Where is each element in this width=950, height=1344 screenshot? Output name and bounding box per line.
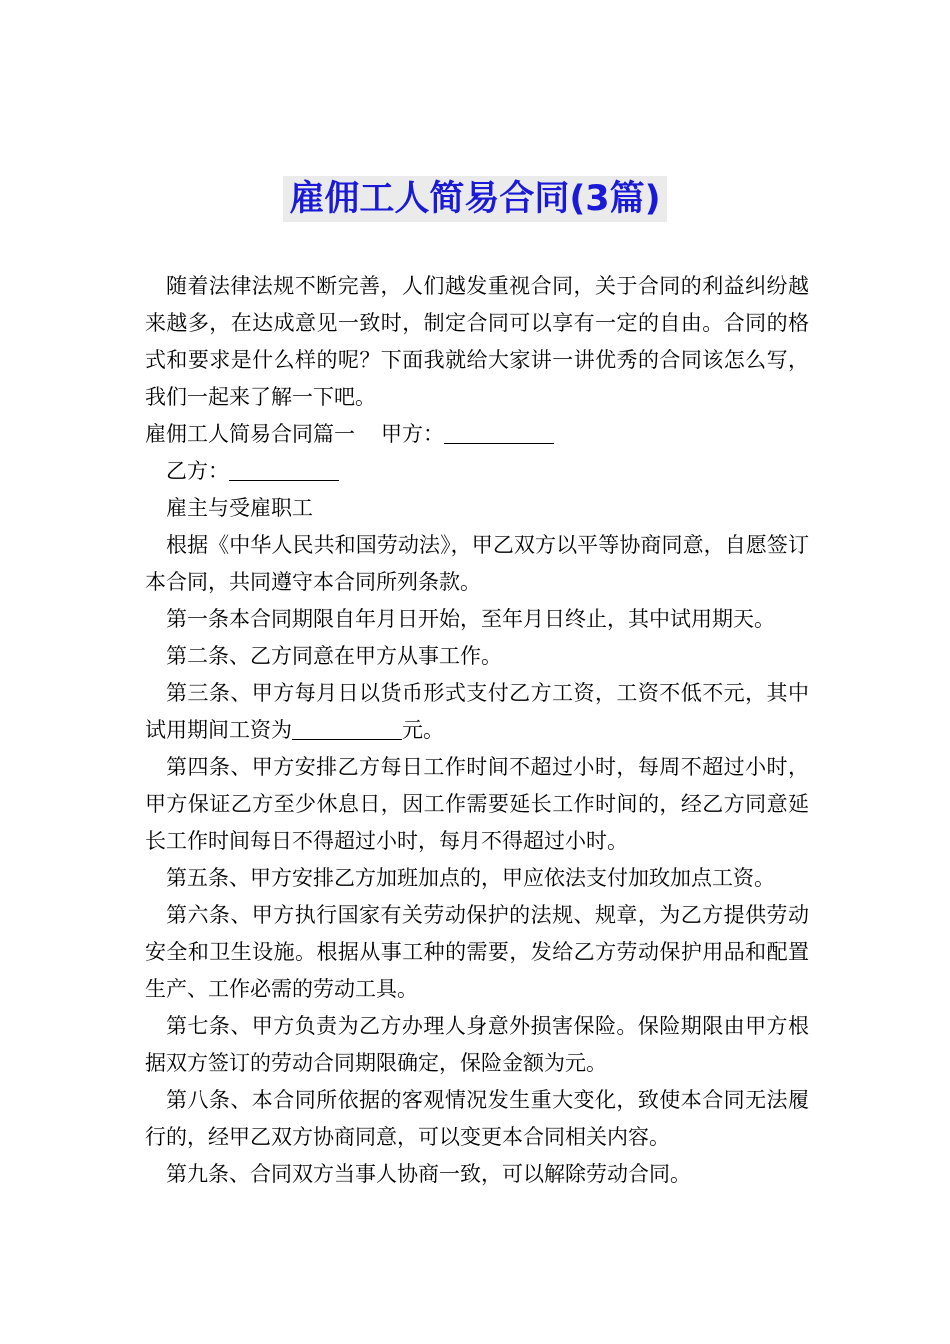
section-heading-line <box>145 416 809 453</box>
intro-paragraph: 随着法律法规不断完善，人们越发重视合同，关于合同的利益纠纷越来越多，在达成意见一致时，制定合同可以享有一定的自由。合同的格式和要求是什么样的呢？下面我就给大家讲一讲优秀的合同该怎么写，我们一起来了解一下吧。 <box>145 274 809 409</box>
article-9: 第九条、合同双方当事人协商一致，可以解除劳动合同。 <box>166 1162 691 1186</box>
party-b-blank <box>229 459 339 481</box>
article-6: 第六条、甲方执行国家有关劳动保护的法规、规章，为乙方提供劳动安全和卫生设施。根据从事工种的需要，发给乙方劳动保护用品和配置生产、工作必需的劳动工具。 <box>145 903 809 1001</box>
article-3 <box>145 675 809 749</box>
article-8: 第八条、本合同所依据的客观情况发生重大变化，致使本合同无法履行的，经甲乙双方协商同意，可以变更本合同相关内容。 <box>145 1088 809 1149</box>
parties-line: 雇主与受雇职工 <box>166 496 313 520</box>
document-body <box>145 268 809 1193</box>
document-title: 雇佣工人简易合同(3篇) <box>283 176 666 222</box>
trial-wage-blank <box>292 718 402 740</box>
section-heading: 雇佣工人简易合同篇一 <box>145 422 355 446</box>
article-2: 第二条、乙方同意在甲方从事工作。 <box>166 644 502 668</box>
title-container <box>0 176 950 222</box>
party-b-label: 乙方： <box>166 459 229 483</box>
article-3-suffix: 元。 <box>402 718 444 742</box>
article-3-text: 第三条、甲方每月日以货币形式支付乙方工资，工资不低不元，其中试用期间工资为 <box>145 681 809 742</box>
party-b-line <box>145 453 809 490</box>
article-5: 第五条、甲方安排乙方加班加点的，甲应依法支付加玫加点工资。 <box>166 866 775 890</box>
article-4: 第四条、甲方安排乙方每日工作时间不超过小时，每周不超过小时，甲方保证乙方至少休息日，因工作需要延长工作时间的，经乙方同意延长工作时间每日不得超过小时，每月不得超过小时。 <box>145 755 809 853</box>
basis-paragraph: 根据《中华人民共和国劳动法》，甲乙双方以平等协商同意，自愿签订本合同，共同遵守本合同所列条款。 <box>145 533 809 594</box>
article-7: 第七条、甲方负责为乙方办理人身意外损害保险。保险期限由甲方根据双方签订的劳动合同期限确定，保险金额为元。 <box>145 1014 809 1075</box>
party-a-label: 甲方： <box>381 422 444 446</box>
party-a-blank <box>444 422 554 444</box>
article-1: 第一条本合同期限自年月日开始，至年月日终止，其中试用期天。 <box>166 607 775 631</box>
